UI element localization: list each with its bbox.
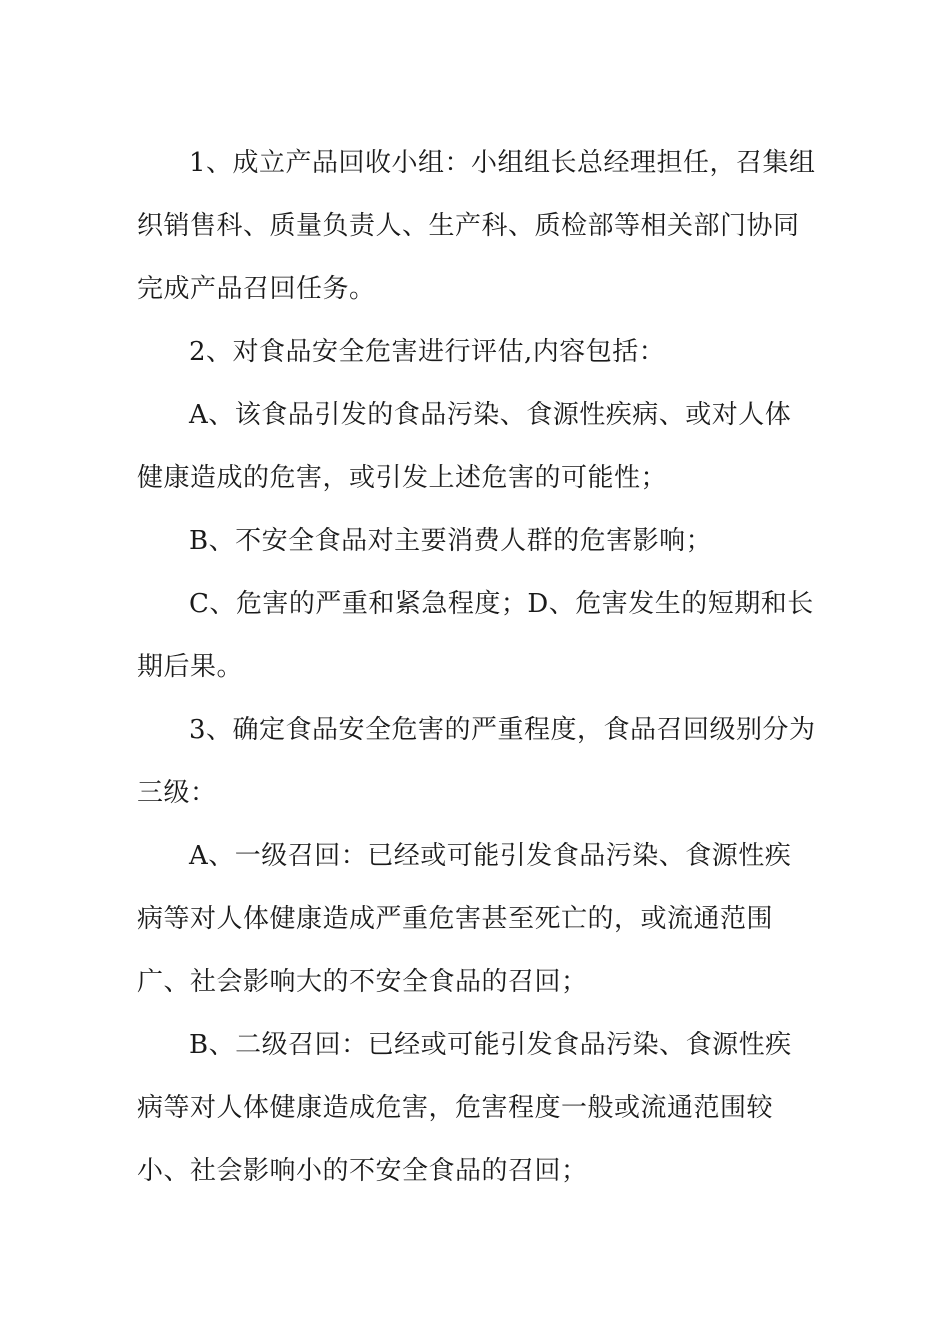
paragraph-recall-levels: 3、确定食品安全危害的严重程度，食品召回级别分为三级： <box>137 715 816 808</box>
paragraph-level-one-recall: A、一级召回：已经或可能引发食品污染、食源性疾病等对人体健康造成严重危害甚至死亡的，或流通范围广、社会影响大的不安全食品的召回； <box>137 841 792 997</box>
paragraph-item-b-consumer-impact: B、不安全食品对主要消费人群的危害影响； <box>189 526 713 556</box>
paragraph-hazard-assessment: 2、对食品安全危害进行评估,内容包括： <box>189 337 666 367</box>
document-body <box>137 132 817 1203</box>
paragraph-team-setup: 1、成立产品回收小组：小组组长总经理担任，召集组织销售科、质量负责人、生产科、质检部等相关部门协同完成产品召回任务。 <box>137 148 816 304</box>
paragraph-item-c-d-severity: C、危害的严重和紧急程度；D、危害发生的短期和长期后果。 <box>137 589 814 682</box>
paragraph-item-a-health-hazard: A、该食品引发的食品污染、食源性疾病、或对人体健康造成的危害，或引发上述危害的可能性； <box>137 400 792 493</box>
paragraph-level-two-recall: B、二级召回：已经或可能引发食品污染、食源性疾病等对人体健康造成危害，危害程度一般或流通范围较小、社会影响小的不安全食品的召回； <box>137 1030 792 1186</box>
